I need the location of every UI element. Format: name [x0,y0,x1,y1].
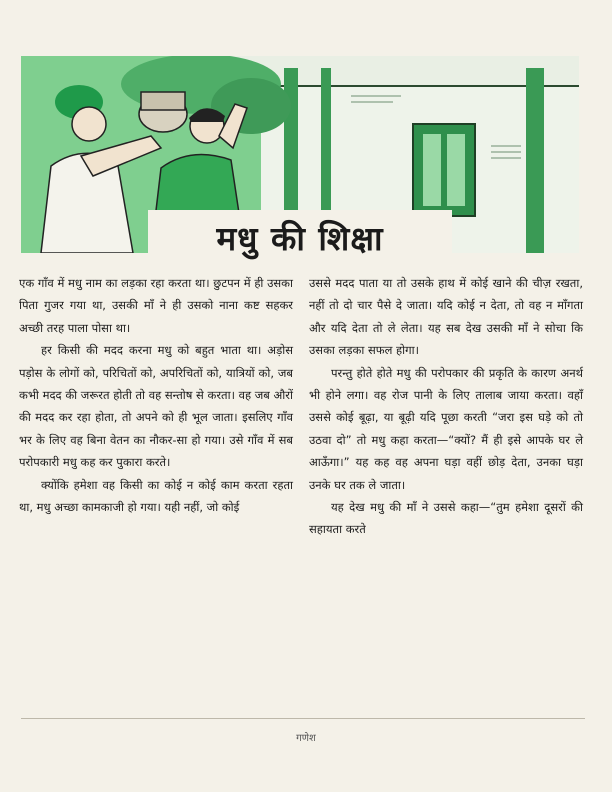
column-left [19,272,293,708]
article-title: मधु की शिक्षा [216,218,384,258]
column-right [309,272,583,708]
title-box [148,210,452,264]
paragraph: उससे मदद पाता या तो उसके हाथ में कोई खाने की चीज़ रखता, नहीं तो दो चार पैसे दे जाता। यदि कोई न देता, तो वह न माँगता और यदि देता तो ले लेता। यह सब देख उसकी माँ ने सोचा कि उसका लड़का सफल होगा। [309,276,583,358]
paragraph: हर किसी की मदद करना मधु को बहुत भाता था। अड़ोस पड़ोस के लोगों को, परिचितों को, अपरिचितों को, यात्रियों को, जब कभी मदद की जरूरत होती तो वह सन्तोष से करता। वह जब औरों की मदद कर रहा होता, तो अपने को ही भूल जाता। इसलिए गाँव भर के लिए वह बिना वेतन का नौकर-सा हो गया। उसे गाँव में सब परोपकारी मधु कह कर पुकारा करते। [19,343,293,470]
footer-divider [21,718,585,719]
paragraph: यह देख मधु की माँ ने उससे कहा—“तुम हमेशा दूसरों की सहायता करते [309,500,583,537]
paragraph: परन्तु होते होते मधु की परोपकार की प्रकृति के कारण अनर्थ भी होने लगा। वह रोज पानी के लिए तालाब जाया करता। वहाँ उससे कोई बूढ़ा, या बूढ़ी यदि पूछा करती “जरा इस घड़े को तो उठवा दो” तो मधु कहा करता—“क्यों? मैं ही इसे आपके घर ले आऊँगा।” यह कह वह अपना घड़ा वहीं छोड़ देता, उनका घड़ा उनके घर तक ले जाता। [309,365,583,492]
article-body [19,272,583,708]
paragraph: एक गाँव में मधु नाम का लड़का रहा करता था। छुटपन में ही उसका पिता गुजर गया था, उसकी माँ ने ही उसको नाना कष्ट सहकर अच्छी तरह पाला पोसा था। [19,276,293,335]
magazine-name: गणेश [296,733,316,744]
paragraph: क्योंकि हमेशा वह किसी का कोई न कोई काम करता रहता था, मधु अच्छा कामकाजी हो गया। यही नहीं, जो कोई [19,477,293,515]
